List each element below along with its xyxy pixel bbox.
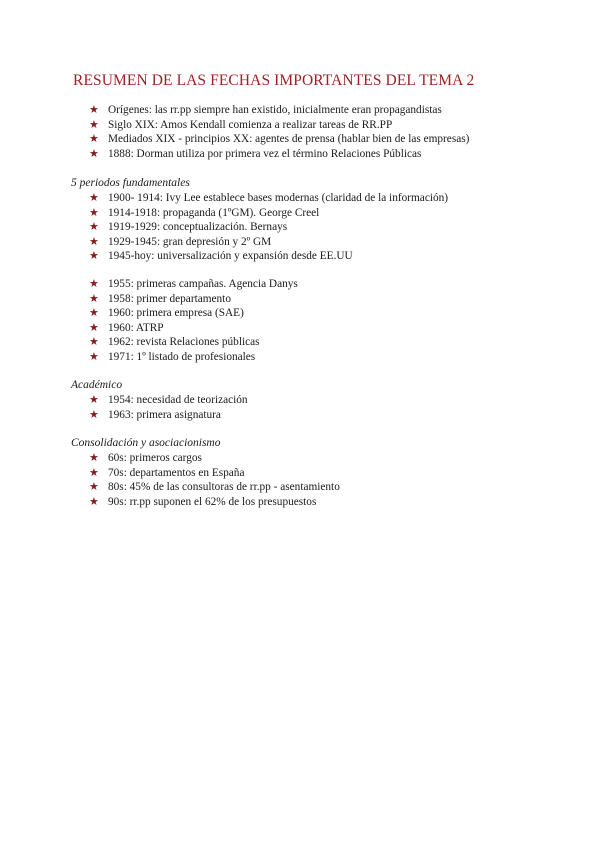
star-icon: ★: [89, 205, 99, 219]
star-icon: ★: [89, 306, 99, 319]
list-item: ★ 90s: rr.pp suponen el 62% de los presupuestos: [89, 494, 317, 508]
star-icon: ★: [89, 234, 99, 248]
list-item: ★ 70s: departamentos en España: [89, 465, 245, 479]
list-item: ★ 80s: 45% de las consultoras de rr.pp - asentamiento: [89, 480, 340, 493]
milestones-list: [89, 277, 298, 364]
academic-list: [89, 393, 248, 422]
list-item: ★ Orígenes: las rr.pp siempre han existido, inicialmente eran propagandistas: [89, 103, 442, 116]
list-item: ★ 1963: primera asignatura: [89, 407, 221, 421]
list-item: ★ 1919-1929: conceptualización. Bernays: [89, 220, 288, 233]
star-icon: ★: [89, 494, 99, 508]
section-label-consolidation: Consolidación y asociacionismo: [71, 437, 221, 449]
list-item: ★ 1945-hoy: universalización y expansión desde EE.UU: [89, 249, 353, 262]
star-icon: ★: [89, 393, 99, 406]
page-title: RESUMEN DE LAS FECHAS IMPORTANTES DEL TEMA 2: [73, 72, 475, 89]
star-icon: ★: [89, 132, 99, 145]
consolidation-list: [89, 451, 340, 509]
star-icon: ★: [89, 465, 99, 479]
list-item: ★ 1929-1945: gran depresión y 2º GM: [89, 234, 272, 248]
star-icon: ★: [89, 349, 99, 363]
periods-list: [89, 191, 448, 264]
list-item: ★ 1914-1918: propaganda (1ºGM). George Creel: [89, 205, 320, 219]
list-item: ★ Siglo XIX: Amos Kendall comienza a realizar tareas de RR.PP: [89, 117, 393, 131]
star-icon: ★: [89, 480, 99, 493]
list-item: ★ 1954: necesidad de teorización: [89, 393, 248, 406]
intro-list: [89, 103, 469, 161]
list-item: ★ 1955: primeras campañas. Agencia Danys: [89, 277, 298, 290]
star-icon: ★: [89, 249, 99, 262]
star-icon: ★: [89, 191, 99, 204]
star-icon: ★: [89, 103, 99, 116]
star-icon: ★: [89, 277, 99, 290]
list-item: ★ 1960: primera empresa (SAE): [89, 306, 244, 319]
list-item: ★ Mediados XIX - principios XX: agentes de prensa (hablar bien de las empresas): [89, 132, 470, 145]
list-item: ★ 1960: ATRP: [89, 320, 164, 334]
section-label-academic: Académico: [71, 379, 123, 391]
list-item: ★ 1962: revista Relaciones públicas: [89, 335, 260, 348]
star-icon: ★: [89, 291, 99, 305]
star-icon: ★: [89, 451, 99, 464]
star-icon: ★: [89, 320, 99, 334]
list-item: ★ 60s: primeros cargos: [89, 451, 202, 464]
list-item: ★ 1958: primer departamento: [89, 291, 231, 305]
list-item: ★ 1888: Dorman utiliza por primera vez el término Relaciones Públicas: [89, 146, 422, 160]
star-icon: ★: [89, 220, 99, 233]
star-icon: ★: [89, 407, 99, 421]
star-icon: ★: [89, 117, 99, 131]
list-item: ★ 1971: 1º listado de profesionales: [89, 349, 256, 363]
star-icon: ★: [89, 335, 99, 348]
star-icon: ★: [89, 146, 99, 160]
section-label-periods: 5 periodos fundamentales: [71, 177, 190, 189]
list-item: ★ 1900- 1914: Ivy Lee establece bases modernas (claridad de la información): [89, 191, 449, 204]
